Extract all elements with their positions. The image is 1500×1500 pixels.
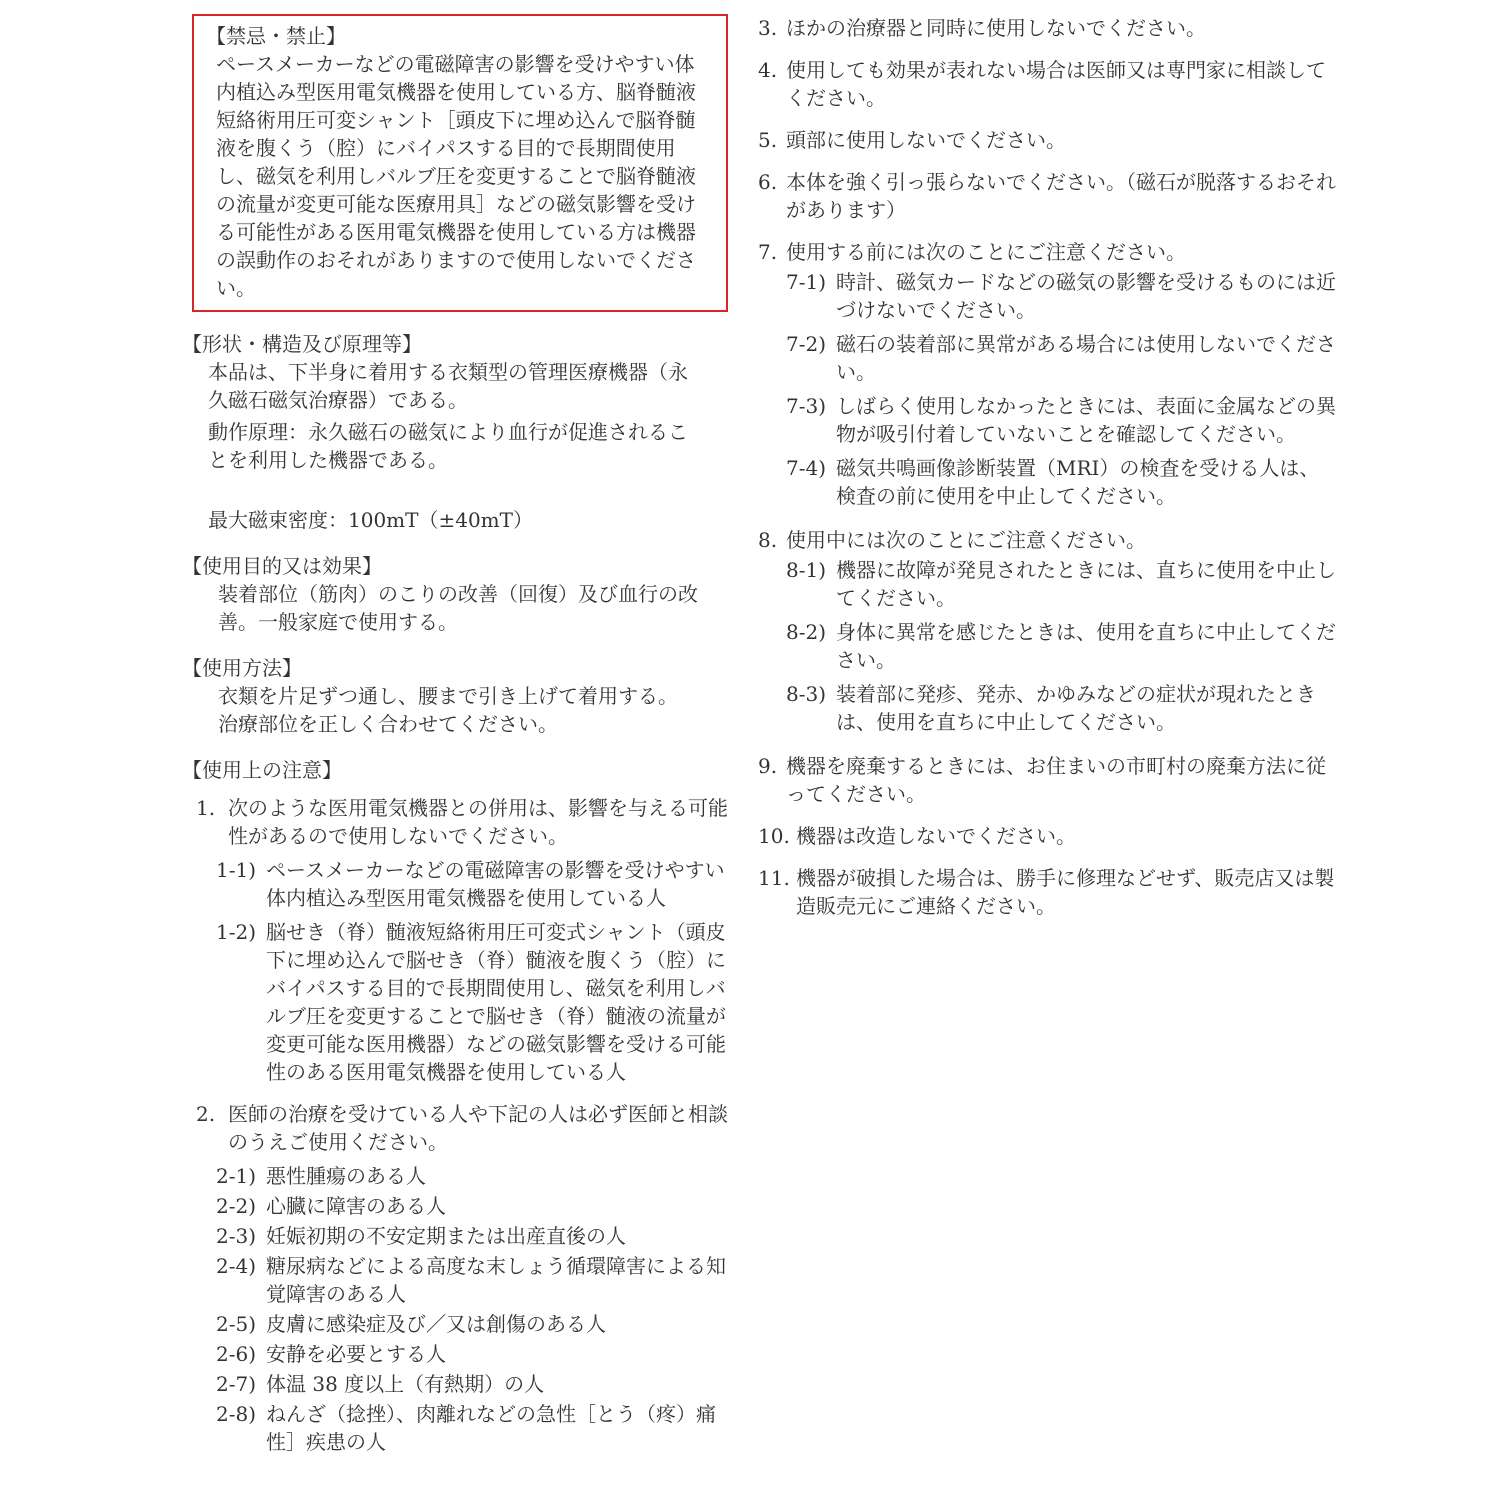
caution-item-3 xyxy=(758,14,1338,42)
purpose-text: 装着部位（筋肉）のこりの改善（回復）及び血行の改善。一般家庭で使用する。 xyxy=(218,582,698,634)
sub-caution-text: 皮膚に感染症及び／又は創傷のある人 xyxy=(266,1312,606,1336)
shape-title: 【形状・構造及び原理等】 xyxy=(182,332,422,356)
contraindication-title: 【禁忌・禁止】 xyxy=(206,24,346,48)
sub-caution-text: 時計、磁気カードなどの磁気の影響を受けるものには近づけないでください。 xyxy=(836,270,1336,322)
sub-caution-text: ペースメーカーなどの電磁障害の影響を受けやすい体内植込み型医用電気機器を使用している人 xyxy=(266,858,725,910)
sub-caution-text: 脳せき（脊）髄液短絡術用圧可変式シャント（頭皮下に埋め込んで脳せき（脊）髄液を腹くう（腔）にバイパスする目的で長期間使用し、磁気を利用しバルブ圧を変更することで脳せき（脊）髄液の流量が変更可能な医用機器）などの磁気影響を受ける可能性のある医用電気機器を使用している人 xyxy=(266,920,726,1084)
sub-caution-text: 体温 38 度以上（有熱期）の人 xyxy=(266,1372,545,1396)
sub-caution-text: 妊娠初期の不安定期または出産直後の人 xyxy=(266,1224,626,1248)
sub-caution-number: 2-6) xyxy=(216,1342,257,1366)
sub-caution-number: 2-2) xyxy=(216,1194,257,1218)
sub-caution-number: 8-2) xyxy=(786,620,827,644)
sub-caution-number: 2-4) xyxy=(216,1254,257,1278)
caution-item-11 xyxy=(758,864,1338,920)
caution-item-2 xyxy=(182,1100,742,1456)
caution-number: 2. xyxy=(196,1102,216,1126)
sub-caution-text: しばらく使用しなかったときには、表面に金属などの異物が吸引付着していないことを確認してください。 xyxy=(836,394,1336,446)
purpose-section xyxy=(182,552,742,636)
caution-number: 5. xyxy=(758,128,778,152)
sub-caution-number: 7-3) xyxy=(786,394,827,418)
shape-section xyxy=(182,330,742,534)
caution-text: 使用しても効果が表れない場合は医師又は専門家に相談してください。 xyxy=(786,58,1326,110)
sub-caution-text: 機器に故障が発見されたときには、直ちに使用を中止してください。 xyxy=(836,558,1336,610)
caution-item-7 xyxy=(758,238,1338,510)
usage-section xyxy=(182,654,742,738)
caution-number: 7. xyxy=(758,240,778,264)
purpose-title: 【使用目的又は効果】 xyxy=(182,554,382,578)
caution-number: 6. xyxy=(758,170,778,194)
max-flux-density: 最大磁束密度：100mT（±40mT） xyxy=(208,508,533,532)
sub-caution-number: 1-2) xyxy=(216,920,257,944)
caution-number: 8. xyxy=(758,528,778,552)
sub-caution-text: 安静を必要とする人 xyxy=(266,1342,446,1366)
caution-number: 4. xyxy=(758,58,778,82)
sub-caution-text: ねんざ（捻挫）、肉離れなどの急性［とう（疼）痛性］疾患の人 xyxy=(266,1402,716,1454)
caution-item-8 xyxy=(758,526,1338,736)
left-column xyxy=(182,14,742,1470)
sub-caution-text: 糖尿病などによる高度な末しょう循環障害による知覚障害のある人 xyxy=(266,1254,726,1306)
caution-text: 機器が破損した場合は、勝手に修理などせず、販売店又は製造販売元にご連絡ください。 xyxy=(796,866,1335,918)
contraindication-box xyxy=(192,14,728,312)
sub-caution-number: 1-1) xyxy=(216,858,257,882)
caution-number: 11. xyxy=(758,866,790,890)
caution-item-9 xyxy=(758,752,1338,808)
caution-text: 機器は改造しないでください。 xyxy=(796,824,1076,848)
cautions-section xyxy=(182,756,742,1456)
sub-caution-text: 悪性腫瘍のある人 xyxy=(266,1164,426,1188)
caution-text: 使用する前には次のことにご注意ください。 xyxy=(786,240,1186,264)
sub-caution-number: 2-8) xyxy=(216,1402,257,1426)
sub-caution-number: 2-7) xyxy=(216,1372,257,1396)
caution-text: 頭部に使用しないでください。 xyxy=(786,128,1066,152)
caution-text: 次のような医用電気機器との併用は、影響を与える可能性があるので使用しないでください。 xyxy=(228,796,728,848)
shape-description: 本品は、下半身に着用する衣類型の管理医療機器（永久磁石磁気治療器）である。 xyxy=(208,360,688,412)
sub-caution-number: 8-3) xyxy=(786,682,827,706)
sub-caution-number: 2-1) xyxy=(216,1164,257,1188)
sub-caution-number: 7-2) xyxy=(786,332,827,356)
sub-caution-text: 心臓に障害のある人 xyxy=(266,1194,446,1218)
sub-caution-number: 8-1) xyxy=(786,558,827,582)
caution-text: 使用中には次のことにご注意ください。 xyxy=(786,528,1146,552)
right-column xyxy=(758,14,1338,934)
caution-number: 10. xyxy=(758,824,790,848)
sub-caution-text: 磁気共鳴画像診断装置（MRI）の検査を受ける人は、検査の前に使用を中止してください。 xyxy=(836,456,1320,508)
caution-number: 3. xyxy=(758,16,778,40)
caution-item-1 xyxy=(182,794,742,1086)
usage-title: 【使用方法】 xyxy=(182,656,302,680)
contraindication-text: ペースメーカーなどの電磁障害の影響を受けやすい体内植込み型医用電気機器を使用している方、脳脊髄液短絡術用圧可変シャント［頭皮下に埋め込んで脳脊髄液を腹くう（腔）にバイパスする目的で長期間使用し、磁気を利用しバルブ圧を変更することで脳脊髄液の流量が変更可能な医療用具］などの磁気影響を受ける可能性がある医用電気機器を使用している方は機器の誤動作のおそれがありますので使用しないでください。 xyxy=(216,52,696,300)
operating-principle: 動作原理：永久磁石の磁気により血行が促進されることを利用した機器である。 xyxy=(208,420,688,472)
sub-caution-number: 7-4) xyxy=(786,456,827,480)
caution-text: ほかの治療器と同時に使用しないでください。 xyxy=(786,16,1206,40)
caution-number: 9. xyxy=(758,754,778,778)
caution-text: 医師の治療を受けている人や下記の人は必ず医師と相談のうえご使用ください。 xyxy=(228,1102,728,1154)
caution-item-5 xyxy=(758,126,1338,154)
sub-caution-text: 身体に異常を感じたときは、使用を直ちに中止してください。 xyxy=(836,620,1336,672)
cautions-title: 【使用上の注意】 xyxy=(182,758,342,782)
sub-caution-number: 7-1) xyxy=(786,270,827,294)
sub-caution-number: 2-3) xyxy=(216,1224,257,1248)
caution-text: 本体を強く引っ張らないでください。（磁石が脱落するおそれがあります） xyxy=(786,170,1336,222)
caution-item-4 xyxy=(758,56,1338,112)
caution-item-10 xyxy=(758,822,1338,850)
sub-caution-number: 2-5) xyxy=(216,1312,257,1336)
sub-caution-text: 装着部に発疹、発赤、かゆみなどの症状が現れたときは、使用を直ちに中止してください。 xyxy=(836,682,1316,734)
caution-item-6 xyxy=(758,168,1338,224)
usage-line-1: 衣類を片足ずつ通し、腰まで引き上げて着用する。 xyxy=(218,684,678,708)
usage-line-2: 治療部位を正しく合わせてください。 xyxy=(218,712,558,736)
caution-number: 1. xyxy=(196,796,216,820)
sub-caution-text: 磁石の装着部に異常がある場合には使用しないでください。 xyxy=(836,332,1336,384)
caution-text: 機器を廃棄するときには、お住まいの市町村の廃棄方法に従ってください。 xyxy=(786,754,1326,806)
